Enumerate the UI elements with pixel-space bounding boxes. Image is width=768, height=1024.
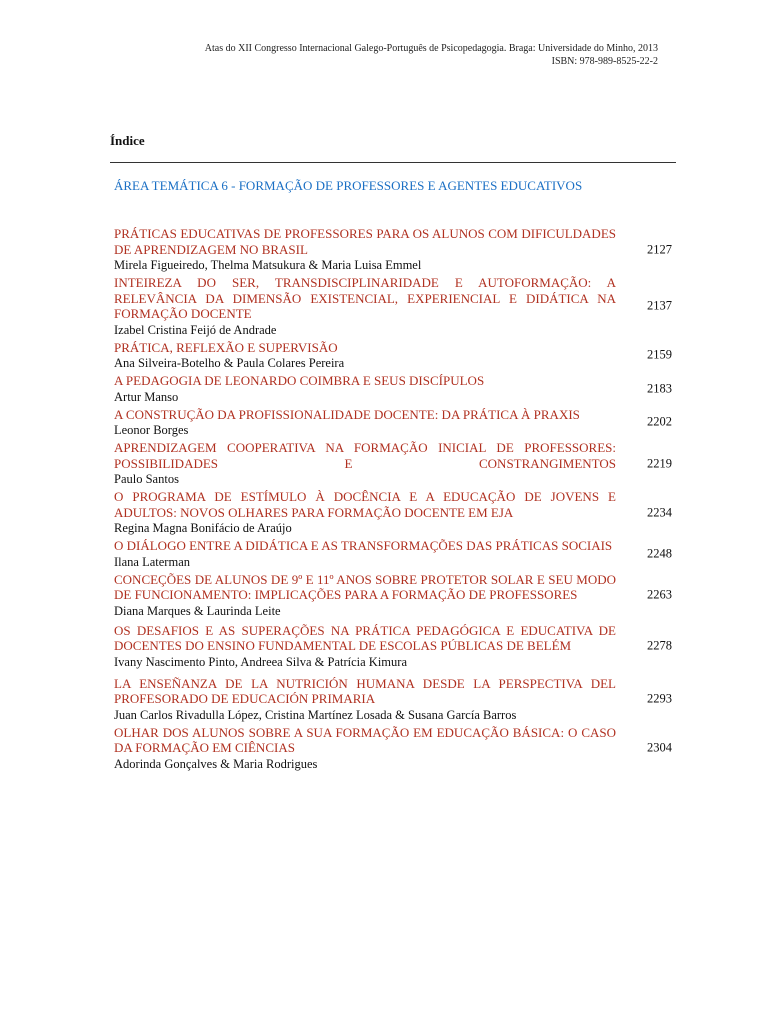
entry-authors: Ivany Nascimento Pinto, Andreea Silva & Patrícia Kimura (114, 654, 407, 669)
toc-entry[interactable] (114, 623, 672, 670)
toc-entries (114, 226, 672, 772)
entry-title[interactable]: PRÁTICAS EDUCATIVAS DE PROFESSORES PARA OS ALUNOS COM DIFICULDADES DE APRENDIZAGEM NO BRASIL (114, 226, 616, 257)
entry-authors: Paulo Santos (114, 472, 179, 486)
entry-authors: Izabel Cristina Feijó de Andrade (114, 322, 277, 337)
entry-authors: Adorinda Gonçalves & Maria Rodrigues (114, 756, 318, 771)
toc-entry[interactable] (114, 572, 672, 619)
entry-page-number: 2234 (647, 505, 672, 519)
entry-title[interactable]: A PEDAGOGIA DE LEONARDO COIMBRA E SEUS DISCÍPULOS (114, 373, 485, 388)
entry-page-number: 2183 (647, 381, 672, 396)
entry-page-number: 2159 (647, 347, 672, 362)
entry-page-number: 2278 (647, 638, 672, 653)
entry-title[interactable]: LA ENSEÑANZA DE LA NUTRICIÓN HUMANA DESDE LA PERSPECTIVA DEL PROFESORADO DE EDUCACIÓN PRIMARIA (114, 675, 616, 706)
entry-title[interactable]: INTEIREZA DO SER, TRANSDISCIPLINARIDADE E AUTOFORMAÇÃO: A RELEVÂNCIA DA DIMENSÃO EXISTENCIAL, EXPERIENCIAL E DIDÁTICA NA FORMAÇÃO DOCENTE (114, 275, 616, 321)
entry-authors: Diana Marques & Laurinda Leite (114, 603, 281, 618)
entry-page-number: 2137 (647, 298, 672, 313)
toc-entry[interactable] (114, 489, 672, 536)
entry-page-number: 2248 (647, 546, 672, 561)
entry-authors: Ana Silveira-Botelho & Paula Colares Pereira (114, 356, 345, 370)
toc-entry[interactable] (114, 407, 672, 439)
header-isbn-line: ISBN: 978-989-8525-22-2 (551, 56, 658, 67)
entry-page-number: 2263 (647, 587, 672, 602)
index-title: Índice (110, 133, 145, 148)
entry-page-number: 2202 (647, 414, 672, 429)
page-header (205, 42, 658, 68)
entry-authors: Mirela Figueiredo, Thelma Matsukura & Maria Luisa Emmel (114, 258, 422, 272)
toc-entry[interactable] (114, 373, 672, 405)
entry-title[interactable]: O DIÁLOGO ENTRE A DIDÁTICA E AS TRANSFORMAÇÕES DAS PRÁTICAS SOCIAIS (114, 538, 613, 553)
entry-title[interactable]: OS DESAFIOS E AS SUPERAÇÕES NA PRÁTICA PEDAGÓGICA E EDUCATIVA DE DOCENTES DO ENSINO FUNDAMENTAL DE ESCOLAS PÚBLICAS DE BELÉM (114, 622, 616, 653)
title-divider (110, 162, 676, 163)
entry-page-number: 2293 (647, 691, 672, 706)
toc-entry[interactable] (114, 275, 672, 338)
toc-entry[interactable] (114, 676, 672, 723)
toc-entry[interactable] (114, 538, 672, 570)
entry-title[interactable]: OLHAR DOS ALUNOS SOBRE A SUA FORMAÇÃO EM EDUCAÇÃO BÁSICA: O CASO DA FORMAÇÃO EM CIÊNCIAS (114, 724, 616, 755)
entry-authors: Juan Carlos Rivadulla López, Cristina Martínez Losada & Susana García Barros (114, 707, 517, 722)
entry-title[interactable]: PRÁTICA, REFLEXÃO E SUPERVISÃO (114, 339, 338, 355)
entry-page-number: 2127 (647, 242, 672, 256)
entry-authors: Regina Magna Bonifácio de Araújo (114, 521, 292, 535)
area-title: ÁREA TEMÁTICA 6 - FORMAÇÃO DE PROFESSORES E AGENTES EDUCATIVOS (114, 178, 583, 193)
entry-page-number: 2304 (647, 740, 672, 755)
toc-entry[interactable] (114, 340, 672, 372)
entry-authors: Ilana Laterman (114, 554, 190, 569)
entry-authors: Leonor Borges (114, 423, 189, 437)
entry-title[interactable]: APRENDIZAGEM COOPERATIVA NA FORMAÇÃO INICIAL DE PROFESSORES: POSSIBILIDADES E CONSTRANGIMENTOS (114, 440, 616, 471)
header-conference-line: Atas do XII Congresso Internacional Galego-Português de Psicopedagogia. Braga: Universidade do Minho, 2013 (204, 43, 658, 54)
toc-entry[interactable] (114, 440, 672, 487)
entry-title[interactable]: O PROGRAMA DE ESTÍMULO À DOCÊNCIA E A EDUCAÇÃO DE JOVENS E ADULTOS: NOVOS OLHARES PARA FORMAÇÃO DOCENTE EM EJA (114, 489, 616, 520)
entry-page-number: 2219 (647, 456, 672, 470)
entry-authors: Artur Manso (114, 389, 179, 404)
entry-title[interactable]: A CONSTRUÇÃO DA PROFISSIONALIDADE DOCENTE: DA PRÁTICA À PRAXIS (114, 406, 580, 422)
toc-entry[interactable] (114, 725, 672, 772)
entry-title[interactable]: CONCEÇÕES DE ALUNOS DE 9º E 11º ANOS SOBRE PROTETOR SOLAR E SEU MODO DE FUNCIONAMENTO: IMPLICAÇÕES PARA A FORMAÇÃO DE PROFESSORES (114, 571, 616, 602)
toc-entry[interactable] (114, 226, 672, 273)
